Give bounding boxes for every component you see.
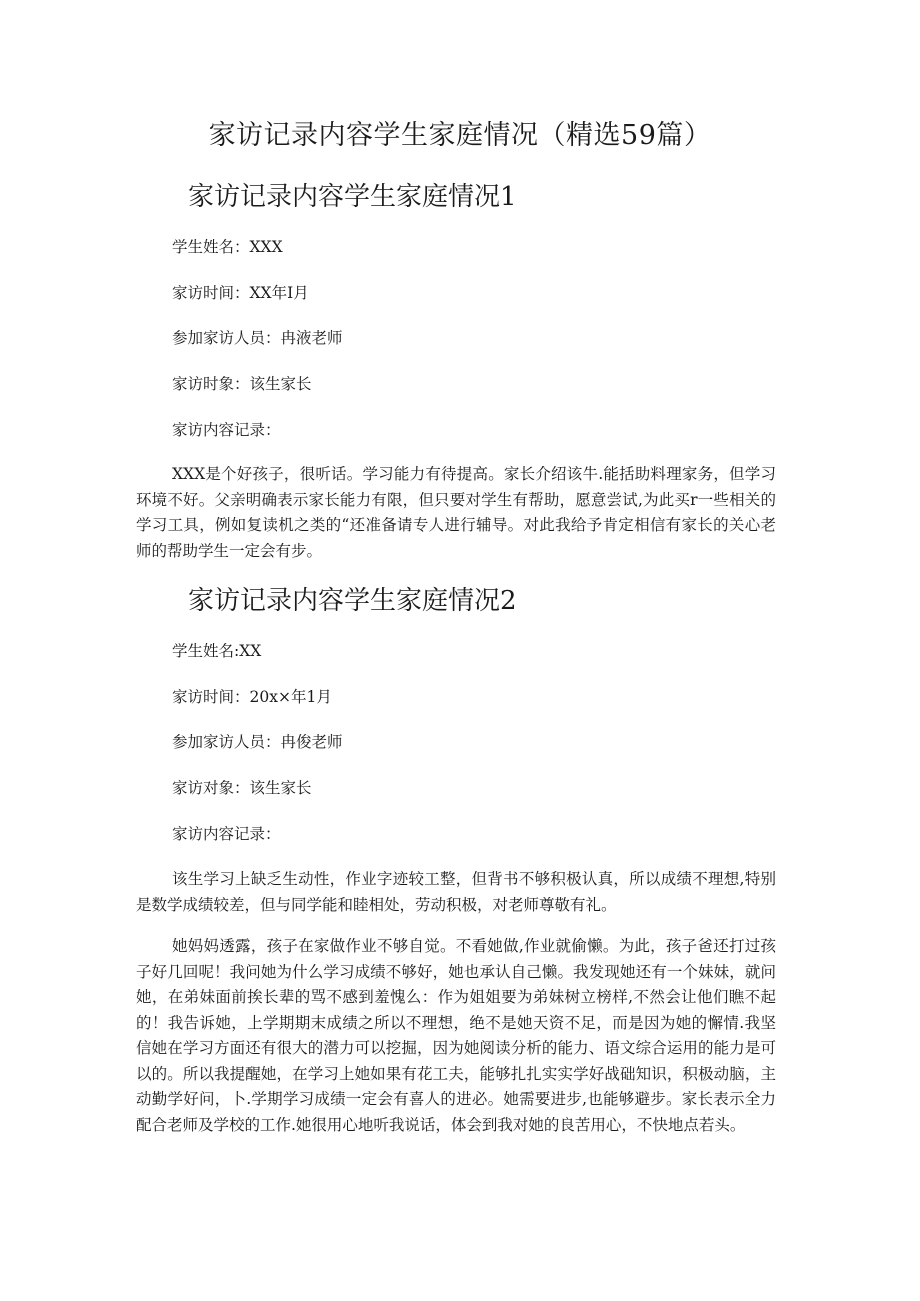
section-2-visit-time: 家访时间：20x×年1月 xyxy=(172,688,332,706)
section-2-visit-target: 家访对象：该生家长 xyxy=(172,779,312,797)
section-2-paragraph-1: 该生学习上缺乏生动性，作业字迹较工整，但背书不够积极认真，所以成绩不理想,特别是数学成绩较差，但与同学能和睦相处，劳动积极，对老师尊敬有礼。 xyxy=(136,870,776,914)
section-2-paragraph-2: 她妈妈透露，孩子在家做作业不够自觉。不看她做,作业就偷懒。为此，孩子爸还打过孩子好几回呢！我问她为什么学习成绩不够好，她也承认自己懒。我发现她还有一个妹妹，就问她，在弟妹面前挨长辈的骂不感到羞愧么：作为姐姐要为弟妹树立榜样,不然会让他们瞧不起的！我告诉她，上学期期末成绩之所以不理想，绝不是她天资不足，而是因为她的懈情.我坚信她在学习方面还有很大的潜力可以挖掘，因为她阅读分析的能力、语文综合运用的能力是可以的。所以我提醒她，在学习上她如果有花工夫，能够扎扎实实学好战础知识，积极动脑，主动勤学好问，卜.学期学习成绩一定会有喜人的进必。她需要进步,也能够避步。家长表示全力配合老师及学校的工作.她很用心地听我说话，体会到我对她的良苦用心，不快地点若头。 xyxy=(136,937,776,1134)
section-1-visit-time: 家访时间：XX年I月 xyxy=(172,284,309,302)
section-2-record-label: 家访内容记录： xyxy=(172,825,281,843)
section-1-visit-target: 家访时象：该生家长 xyxy=(172,375,312,393)
section-1-visit-staff: 参加家访人员：冉液老师 xyxy=(172,329,343,347)
document-title: 家访记录内容学生家庭情况（精选59篇） xyxy=(208,120,712,151)
section-2-heading: 家访记录内容学生家庭情况2 xyxy=(188,586,517,616)
section-1-student-name: 学生姓名：XXX xyxy=(172,238,283,256)
section-1-heading: 家访记录内容学生家庭情况1 xyxy=(188,182,517,212)
section-1-record-label: 家访内容记录： xyxy=(172,421,281,439)
section-2-visit-staff: 参加家访人员：冉俊老师 xyxy=(172,733,343,751)
section-1-paragraph-1: XXX是个好孩子，很听话。学习能力有待提高。家长介绍该牛.能括助料理家务，但学习环境不好。父亲明确表示家长能力有限，但只要对学生有帮助，愿意尝试,为此买r一些相关的学习工具，例如复读机之类的“还准备请专人进行辅导。对此我给予肯定相信有家长的关心老师的帮助学生一定会有步。 xyxy=(136,465,776,560)
section-2-student-name: 学生姓名:XX xyxy=(172,642,262,660)
